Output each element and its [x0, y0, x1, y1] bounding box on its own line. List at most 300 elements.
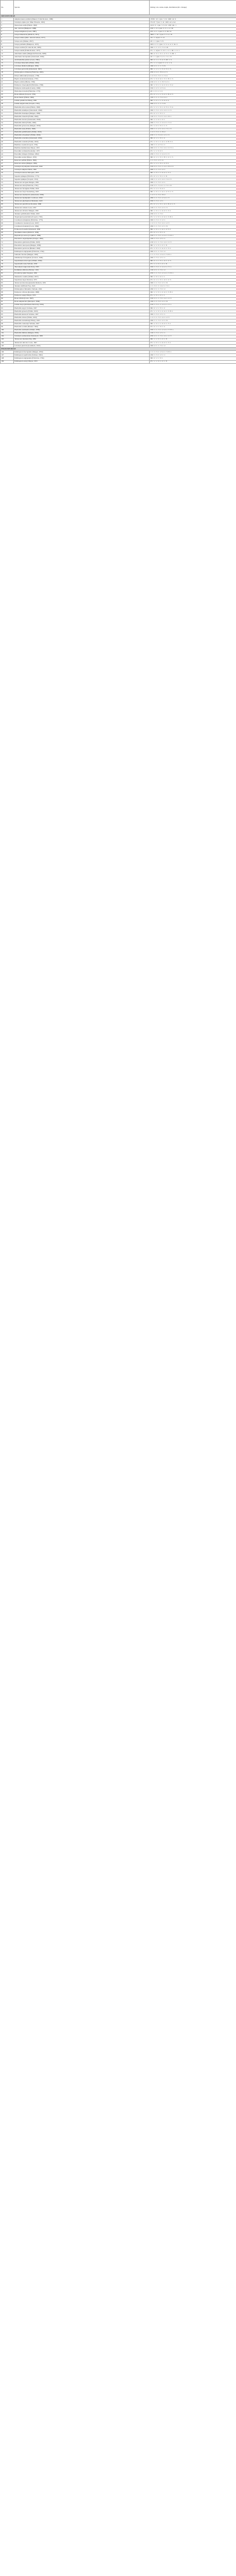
- row-number: 85: [1, 282, 14, 285]
- row-number: 82: [1, 272, 14, 275]
- distribution-data: 271 / 1 / 1 / 3 / 1 / 2 / 4 / 1 / 3 / 8 / 1: [150, 216, 236, 219]
- row-number: 15: [1, 62, 14, 65]
- species-name: Tetanocera ferruginea Fallén, 1820: [14, 188, 150, 191]
- species-name: Sciomyza testacea Macquart, 1835: [14, 172, 150, 175]
- row-number: 98: [1, 323, 14, 326]
- species-name: Renocera pallida (Fallén, 1820): [14, 159, 150, 162]
- row-number: 109: [1, 360, 14, 363]
- species-name: Psacadina vittigera (Schiner, 1862): [14, 153, 150, 156]
- species-name: Pherbellia terminalis (Walker, 1858): [14, 329, 150, 332]
- distribution-data: 300 / 1 / 1 / 3 / 1 / 2 / 4 / 1 / 3 / 8 / 1: [150, 291, 236, 294]
- distribution-data: 300 / 2 / 1 / 1 / 3 / 1: [150, 357, 236, 360]
- distribution-data: 2/10 / 2 / 1 / 1 / 3 / 1 / 4 / 1 / 2 / 3: [150, 241, 236, 244]
- species-name: Colobaea punctata (Lundbeck, 1923): [14, 345, 150, 348]
- species-name: Euthycera chaerophylli (Fabricius, 1798): [14, 84, 150, 87]
- row-number: 69: [1, 231, 14, 234]
- row-number: 18: [1, 71, 14, 74]
- row-number: 41: [1, 144, 14, 147]
- row-number: 35: [1, 125, 14, 128]
- species-name: Sepedon sphegea (Fabricius, 1775): [14, 175, 150, 178]
- row-number: 61: [1, 206, 14, 209]
- row-number: 37: [1, 131, 14, 134]
- species-name: Tetanocera unicolor Loew, 1847: [14, 341, 150, 344]
- species-name: Antichaeta analis (Meigen & Edwards, 1989): [14, 53, 150, 56]
- row-number: 84: [1, 279, 14, 282]
- distribution-data: 2/0 / 1 / 3 / 1 / 1 / 2: [150, 90, 236, 93]
- species-name: Dichetophora obliterata (Fabricius, 1805): [14, 71, 150, 74]
- distribution-data: 3/50 / 1 / 1 / 3 / 1 / 2 / 4 / 1 / 3 / 8 / 1: [150, 329, 236, 332]
- row-number: 14: [1, 59, 14, 62]
- species-name: Pteromicra pectorosa (Hendel, 1902): [14, 247, 150, 250]
- species-name: Euthycera seguyi Mayer, 1953: [14, 294, 150, 297]
- distribution-data: 300 / 2 / 1 / 1 / 3 / 1 / 8 / 1 / 2 / 1 / 3: [150, 156, 236, 159]
- species-name: Pteromicra angustipennis (Staeger, 1845): [14, 238, 150, 241]
- species-name: Hoplodictya setosa (Coquillett, 1898): [14, 234, 150, 238]
- distribution-data: 271 / 1 / 1 / 3 / 1 / 2 / 1 / 8: [150, 263, 236, 266]
- distribution-data: 271 / 2 / 1 / 1 / 3 / 1 / 1: [150, 112, 236, 115]
- distribution-data: 271 / 1 / 3 / 2 / 4 / 1 / 3 / 1 / 8 / 1 / 3: [150, 78, 236, 81]
- distribution-data: 2/90 / 1 / 1 / 3 / 1 / 2 / 1 / 8: [150, 319, 236, 323]
- header-species: Species: [14, 1, 150, 15]
- row-number: 59: [1, 200, 14, 203]
- species-name: Pherbellia rozkosnyi Verbeke, 1967: [14, 323, 150, 326]
- row-number: 108: [1, 357, 14, 360]
- distribution-data: 271 / 2 / 1 / 1 / 1 / 3 / 2 / 1 / 8 / 2 / 3: [150, 93, 236, 96]
- distribution-data: 271 / 1 / 3 / 1 / 1 / 4 / 1 / 2 / 8 / 3 / 1: [150, 140, 236, 143]
- table-header-row: [1, 1, 236, 15]
- species-table: [0, 0, 236, 364]
- species-name: Antichaeta brevipennis (Zetterstedt, 1846): [14, 56, 150, 59]
- distribution-data: 37/4 /8 / 7 (wn / 3 / R / 1200 / ad 1-2 ad: [150, 21, 236, 24]
- distribution-data: 300 / 1 / 3 / 1 / 1 / 4 / 1 / 2 / 3 / 1 / 3: [150, 191, 236, 194]
- distribution-data: 3/00 / 2 / 1 / 1 / 3 / 1 / 2: [150, 250, 236, 253]
- species-name: Pherbellia griseola (Fallén, 1820): [14, 310, 150, 313]
- species-name: Dictya umbrarum (Linnaeus, 1758): [14, 74, 150, 77]
- species-name: Pherbellia knutsoni Verbeke, 1967: [14, 313, 150, 316]
- distribution-data: 300 / 1 / 3 / 1 / 1 / 4 / 2 / 1 / 3 / 1: [150, 323, 236, 326]
- distribution-data: 271 / 1 / 1 / 1 (wn / 3 / 1 / 2 / 1 / 4: [150, 62, 236, 65]
- row-number: 81: [1, 269, 14, 272]
- species-name: Protodictya iphis Steyskal, 1950: [14, 272, 150, 275]
- distribution-data: 2/90 / 1 / 1 / 3 / 1 / 2 / 4 / 1 / 3: [150, 197, 236, 200]
- species-name: Pelidnoptera leptiformis (Schiner, 1862): [14, 354, 150, 357]
- row-number: 54: [1, 184, 14, 188]
- distribution-data: 272/ / 2 / 1 / 1 (en / 3 / 3 / 30 / 13: [150, 30, 236, 33]
- species-name: Sciomyza dryomyzina Zetterstedt, 1846: [14, 165, 150, 168]
- distribution-data: 300 / 1 / 3 / 1 / 1 / 4 / 2 / 1 / 3 / 1: [150, 172, 236, 175]
- row-number: 24: [1, 90, 14, 93]
- row-number: 50: [1, 172, 14, 175]
- distribution-data: 271 / 1 / 2 / 1 / 3 / 1 / 1 / 3: [150, 125, 236, 128]
- species-name: Tetanocera arrogans Meigen, 1830: [14, 181, 150, 184]
- row-number: 25: [1, 93, 14, 96]
- species-name: Pteromicra glabricula (Fallén, 1820): [14, 241, 150, 244]
- row-number: 7: [1, 37, 14, 40]
- distribution-data: 300 / 2 / 1 / 1 / 3 / 1 / 2: [150, 307, 236, 310]
- species-name: Pherbellia ventralis (Fallén, 1820): [14, 140, 150, 143]
- distribution-data: 3/00 / 2 / 1 / 1 / 3 / 1 / 2: [150, 345, 236, 348]
- row-number: 20: [1, 78, 14, 81]
- row-number: 42: [1, 147, 14, 150]
- row-number: 29: [1, 106, 14, 109]
- species-name: Euthycera cribrata (Rondani, 1868): [14, 291, 150, 294]
- species-name: Euthycera stichospila (Czerny, 1909): [14, 87, 150, 90]
- species-name: Neolimnia raiatea (Malloch, 1938): [14, 231, 150, 234]
- distribution-data: 1 / 2 / 1 / 3 / 1 / 1 / 8 / 2: [150, 131, 236, 134]
- row-number: 32: [1, 115, 14, 118]
- distribution-data: 300 / 2 / 3 / 1 / 3 / 1 / 2 / 5 / 1 / 3 / 90 / 1: [150, 53, 236, 56]
- species-name: Pelidnoptera fuscipennis (Meigen, 1830): [14, 351, 150, 354]
- distribution-data: 2/10 / 1 / 3 / 1 / 1 / 4 / 2 / 1 / 3 / 1: [150, 303, 236, 307]
- row-number: 66: [1, 222, 14, 225]
- row-number: 101: [1, 332, 14, 335]
- species-name: Ant. varicata (Hampson, 1988): [14, 27, 150, 30]
- row-number: 4: [1, 27, 14, 30]
- distribution-data: 271 / 2 / 1 / 1 / 3 / 1 / 4 / 1 / 2 / 3: [150, 279, 236, 282]
- species-name: Oidematops ferrugineus (Cresson, 1920): [14, 257, 150, 260]
- row-number: 97: [1, 319, 14, 323]
- row-number: 53: [1, 181, 14, 184]
- species-name: Elgiva cucularia (Linnaeus, 1767): [14, 78, 150, 81]
- row-number: 70: [1, 234, 14, 238]
- species-name: Perilimnia albifacies Becker, 1919: [14, 269, 150, 272]
- species-name: Ectinocera borealis Zetterstedt, 1838: [14, 228, 150, 231]
- row-number: 12: [1, 53, 14, 56]
- row-number: 33: [1, 118, 14, 122]
- distribution-data: 271 / 1 / 1 / 3 / 2 / 1: [150, 150, 236, 153]
- row-number: 86: [1, 285, 14, 288]
- species-name: Sepedomerus macropus (Walker, 1849): [14, 260, 150, 263]
- species-name: Psacadina zernyi (Mayer, 1953): [14, 156, 150, 159]
- species-name: Limnia paludicola Elberg, 1965: [14, 99, 150, 103]
- row-number: 68: [1, 228, 14, 231]
- species-name: Pelidnoptera nigripennis (Fabricius, 1794): [14, 357, 150, 360]
- species-name: Ilione lineata (Fallén, 1820): [14, 96, 150, 99]
- distribution-data: 2/50 / 2 / 1 / 1 / 3 / 1 / 4 / 1 / 2 / 3: [150, 335, 236, 338]
- distribution-data: 131 / 1 / 4 (wn / 3 / 13: [150, 37, 236, 40]
- distribution-data: 1 / 1 / 3 / 1 / 1 / 4 / 2 / 1 / 3 / 1: [150, 285, 236, 288]
- row-number: 21: [1, 81, 14, 84]
- distribution-data: 2/30 / 1 / 0 / 1 (wn / 3 / 3 / 1 / 2 / 30: [150, 27, 236, 30]
- species-name: Colobaea bifasciella (Fallén, 1820): [14, 62, 150, 65]
- row-number: 92: [1, 303, 14, 307]
- distribution-data: 2/10 / 2 / 1 / 1 / 1 / 8 / 3 / 2 / 1: [150, 81, 236, 84]
- header-distribution: Dating, Lab, status, depth, distribution (Rt = Range): [150, 1, 236, 15]
- row-number: 34: [1, 122, 14, 125]
- distribution-data: 170/95 / 10 / 1 (wn / 3 / R / 1600 / ad / 6: [150, 18, 236, 21]
- row-number: 90: [1, 297, 14, 300]
- species-name: Pherbellia obtusa (Fallén, 1820): [14, 316, 150, 319]
- row-number: 94: [1, 310, 14, 313]
- row-number: 11: [1, 49, 14, 53]
- distribution-data: 3/50 / 1 / 2 / 1 / 2 / 3 / 4: [150, 87, 236, 90]
- distribution-data: 300 / 2 / 1 / 1 / 3 / 4 / 3 / 20 / 1 / 2: [150, 59, 236, 62]
- row-number: 88: [1, 291, 14, 294]
- row-number: 17: [1, 68, 14, 71]
- row-number: 63: [1, 213, 14, 216]
- distribution-data: 271 / 1 / 1 / 1 / 3 / 1 / 2 / 3 / 1 / 3 / 4: [150, 106, 236, 109]
- species-name: Pherbellia argyra Verbeke, 1967: [14, 307, 150, 310]
- species-name: Limnia unguicornis (Scopoli, 1763): [14, 103, 150, 106]
- row-number: 96: [1, 316, 14, 319]
- distribution-data: 3/50 / 1 / 3 / 1 / 2 / 1: [150, 200, 236, 203]
- species-name: Sciomyza alpina (Al. Mike Edwards, 1991): [14, 21, 150, 24]
- species-name: Dichetophora finlandica Verbeke, 1964: [14, 288, 150, 291]
- species-name: Sciomyza simplex Fallén, 1820: [14, 168, 150, 172]
- species-name: Pelidnoptera zernyi Mayer, 1953: [14, 360, 150, 363]
- distribution-data: 1/50 / 1 / 1 / 3 / 1 / 2 / 1 / 8: [150, 300, 236, 303]
- distribution-data: 2/90 / 1 / 3 / 1 / 2 / 1 / 1: [150, 257, 236, 260]
- distribution-data: 300 / 1 / 2 / 1 / 1 / 3 / 4 / 2 / 2: [150, 99, 236, 103]
- distribution-data: 3/50 / 1 / 1 / 2 / 1 / 4 / 1 / 3 / 1 / 3: [150, 128, 236, 131]
- distribution-data: 271 / 1 / 4 (wn / 3 / 13 / 1 / 2 / 1 / 90 / 1 / 3 / 1: [150, 49, 236, 53]
- species-name: Pherbina coryleti (Scopoli, 1763): [14, 144, 150, 147]
- species-name: Pherbellia sordida (Hendel, 1902): [14, 326, 150, 329]
- species-name: Sciomyza sexmaculata Zetterstedt, 1838: [14, 335, 150, 338]
- distribution-data: 271 / 1 / 1 / 1 / 3 / 1 / 2 / 3 / 1: [150, 162, 236, 165]
- distribution-data: 271 / 2 / 1 / 1 / 3 / 1 / 2: [150, 231, 236, 234]
- distribution-data: 300 / 2 / 1 / 1 / 3 / 1 / 4 / 1 / 2 / 3: [150, 260, 236, 263]
- row-number: 13: [1, 56, 14, 59]
- row-number: 38: [1, 134, 14, 137]
- distribution-data: 300 / 2 / 1 / 1 / 3 / 1 / 2: [150, 137, 236, 140]
- distribution-data: 271 / 1 / 1 / 3 / 1 / 2 / 4 / 1 / 3 / 8 / 1: [150, 310, 236, 313]
- distribution-data: 1 / 2 / 1 / 1 / 3 / 1 / 4 / 1 / 2 / 3: [150, 316, 236, 319]
- row-number: 26: [1, 96, 14, 99]
- row-number: 10: [1, 46, 14, 49]
- species-name: Pherbellia albocostata (Fallén, 1820): [14, 106, 150, 109]
- species-name: Shannonia costalis (Walker, 1837): [14, 275, 150, 278]
- species-name: Elgiva solicita (Harris, 1780): [14, 81, 150, 84]
- distribution-data: 1/90 / 1 / 1 / 2 / 3 / 1 / 1: [150, 144, 236, 147]
- distribution-data: 1/10 / 1 / 1 / 3 / 1 / 2 / 1 / 3: [150, 206, 236, 209]
- distribution-data: 3/00 / 1 / 3 / 1 / 2 / 1 / 4 / 1 / 1 / 3: [150, 109, 236, 112]
- row-number: 28: [1, 103, 14, 106]
- distribution-data: 3/90 / 1 / 1 / 2 / 1 / 3 / 2 / 45: [150, 46, 236, 49]
- species-name: Pherbellia nana (Fallén, 1820): [14, 128, 150, 131]
- species-name: Sepedonella nana Verbeke, 1950: [14, 263, 150, 266]
- species-name: Tetanura pallidiventris Fallén, 1820: [14, 213, 150, 216]
- table-body: [1, 15, 236, 363]
- family-label: PHAEOMYIIDAE: [1, 348, 236, 351]
- distribution-data: 271 / 2 / 1 / 1 / 3 / 1 / 1 / 8: [150, 175, 236, 178]
- species-name: Sepedon spinipes (Scopoli, 1763): [14, 178, 150, 181]
- row-number: 78: [1, 260, 14, 263]
- row-number: 83: [1, 275, 14, 278]
- row-number: 72: [1, 241, 14, 244]
- distribution-data: 2/90 / 1 / 3 / 1 / 2 / 1 / 1: [150, 354, 236, 357]
- distribution-data: 3/10 / 2 / 1 / 3 / 1 / 1 / 4 / 1 / 8 / 2 / 3: [150, 165, 236, 168]
- row-number: 40: [1, 140, 14, 143]
- row-number: 5: [1, 30, 14, 33]
- row-number: 36: [1, 128, 14, 131]
- row-number: 44: [1, 153, 14, 156]
- species-name: Pherbellia scutellata (Zetterstedt, 1846): [14, 137, 150, 140]
- row-number: 93: [1, 307, 14, 310]
- row-number: 91: [1, 300, 14, 303]
- row-number: 107: [1, 354, 14, 357]
- distribution-data: 2/90 / 2 / 1 / 1 / 1 / 3 / 8: [150, 103, 236, 106]
- species-name: Pherbellia cinerella (Fallén, 1820): [14, 115, 150, 118]
- distribution-data: 1/90 / 2 / 1 / 1 / 1 / 3 / 8: [150, 65, 236, 68]
- species-name: Pherbellia stackelbergi Elberg, 1965: [14, 319, 150, 323]
- row-number: 8: [1, 40, 14, 43]
- row-number: 45: [1, 156, 14, 159]
- distribution-data: 2/0 / 1 / 1 (wn / 3 / 2 / 1 / 3 / 1 / 8: [150, 56, 236, 59]
- species-name: Atrichomelina pubera (Loew, 1862): [14, 59, 150, 62]
- distribution-data: 1 / 1 / 1 / 3 / 1 / 2 / 4 / 1 / 3 / 8 / 1: [150, 351, 236, 354]
- row-number: 49: [1, 168, 14, 172]
- row-number: 65: [1, 219, 14, 222]
- distribution-data: 2/90 / 2 / 1 / 1 / 3 / 1 / 2: [150, 288, 236, 291]
- species-name: Colobaea pectoralis (Zetterstedt, 1847): [14, 68, 150, 71]
- row-number: 99: [1, 326, 14, 329]
- distribution-data: 3/10 / 2 / 1 / 1 / 3 / 1 / 4 / 1 / 2 / 3: [150, 297, 236, 300]
- species-name: Hydromya dorsalis (Fabricius, 1775): [14, 90, 150, 93]
- species-name: Sciopa fuliginosa (Loew, 1887): [14, 30, 150, 33]
- row-number: 3: [1, 24, 14, 27]
- distribution-data: 3600 / 1 / 10 / 1 (wn / 3 / 3 / 4 / 16: [150, 33, 236, 37]
- row-number: 74: [1, 247, 14, 250]
- row-number: 76: [1, 253, 14, 257]
- distribution-data: 1 / 2 / 3 / 1 / 3 / 1 / 1 / 3 / 4: [150, 74, 236, 77]
- row-number: 47: [1, 162, 14, 165]
- species-name: Pherbellia dubia (Fallén, 1820): [14, 122, 150, 125]
- distribution-data: 300 / 1 / 1 / 3 / 1 / 2 / 1 / 8: [150, 338, 236, 341]
- row-number: 80: [1, 266, 14, 269]
- species-name: Sciopa radiosa (Mac. Alex & Gibson, 1977): [14, 37, 150, 40]
- row-number: 56: [1, 191, 14, 194]
- row-number: 52: [1, 178, 14, 181]
- family-label: DRYOMYZIDAE: [1, 15, 236, 18]
- species-name: Coremacera catenata (Loew, 1847): [14, 222, 150, 225]
- distribution-data: 300 / 1 / 3 / 1 / 1 / 4 / 2 / 2 / 1 / 3 / 2: [150, 84, 236, 87]
- distribution-data: 300 / 1 / 1 / 3 / 1 / 2 / 1 / 8: [150, 244, 236, 247]
- distribution-data: 271 / 2 / 1 / 1 / 3 / 1 / 4 / 1 / 8 / 2 / 1 / 3: [150, 203, 236, 206]
- species-name: Pherbellia schoenherri (Fallén, 1826): [14, 134, 150, 137]
- species-name: Sciopa sordida (W. Alex & alis, 1983): [14, 46, 150, 49]
- species-name: Tetanoceroides mesopleuralis Malloch, 1933: [14, 282, 150, 285]
- species-name: Tetanocera phyllophora Melander, 1920: [14, 200, 150, 203]
- row-number: 43: [1, 150, 14, 153]
- row-number: 2: [1, 21, 14, 24]
- row-number: 89: [1, 294, 14, 297]
- species-name: Ilione trifaria (Loew, 1847): [14, 297, 150, 300]
- species-name: Tetanocera hyalipennis von Roser, 1840: [14, 197, 150, 200]
- row-number: 39: [1, 137, 14, 140]
- distribution-data: 2/90 / 1 / 1 / 3 / 1 / 2 / 1: [150, 168, 236, 172]
- distribution-data: 1/10 / 1 / 3 / 1 / 2 / 1 / 1: [150, 332, 236, 335]
- distribution-data: 300 / 1 / 3 / 1 / 1 / 4 / 1 / 2 / 3 / 1: [150, 228, 236, 231]
- distribution-data: 2/50 / 1 / 1 / 3 / 1 / 2 / 4 / 1 / 3 / 8 / 1: [150, 272, 236, 275]
- row-number: 55: [1, 188, 14, 191]
- species-name: Tetanocera elata (Fabricius, 1781): [14, 184, 150, 188]
- row-number: 67: [1, 225, 14, 228]
- row-number: 16: [1, 65, 14, 68]
- species-name: Tetanura latifibula Frey, 1924: [14, 285, 150, 288]
- row-number: 46: [1, 159, 14, 162]
- distribution-data: 3/00 / 1 / 1 / 3 / 1 / 2 / 1 / 8: [150, 282, 236, 285]
- distribution-data: 300 / 1 / 3 / 1 / 1 / 4 / 2 / 1 / 3 / 1: [150, 210, 236, 213]
- distribution-data: 271 / 1 / 1 / 3 / 1 / 2 / 1 / 8: [150, 360, 236, 363]
- row-number: 62: [1, 210, 14, 213]
- row-number: 51: [1, 175, 14, 178]
- distribution-data: 1/50 / 1 / 1 / 1 / 3 / 2 / 4 / 1: [150, 96, 236, 99]
- species-name: Sepedonea lagoa Knutson, 1973: [14, 279, 150, 282]
- row-number: 23: [1, 87, 14, 90]
- species-name: Sciopa pulchella (Hampson, 1975): [14, 43, 150, 46]
- row-number: 30: [1, 109, 14, 112]
- distribution-data: 300 / 1 / 1 / 1 / 1 / 3 / 2 / 3 / 1 / 3: [150, 68, 236, 71]
- species-name: Neuroctena anilis (Fallén, 1820): [14, 24, 150, 27]
- row-number: 64: [1, 216, 14, 219]
- distribution-data: 1/50 / 1 / 3 / 1 / 2 / 1 / 1: [150, 238, 236, 241]
- row-number: 100: [1, 329, 14, 332]
- row-number: 6: [1, 33, 14, 37]
- row-number: 77: [1, 257, 14, 260]
- species-name: Tetanocera robusta Loew, 1847: [14, 206, 150, 209]
- distribution-data: 2/90 / 1 / 3 / 1 / 1 / 4 / 2 / 1 / 3 / 2: [150, 122, 236, 125]
- distribution-data: 2/50 / 2 / 4 / 1 / 8 / 4 / 2 / 3: [150, 71, 236, 74]
- species-name: Pelidnoptera nigripennis (Fabricius, 1794): [14, 250, 150, 253]
- distribution-data: 3/00 / 2 / 1 / 1 / 3 / 1 / 4 / 1 / 2 / 3 / 1: [150, 147, 236, 150]
- distribution-data: 1 / 2 / 1 / 1 / 3 / 1 / 4 / 1 / 2 / 3: [150, 222, 236, 225]
- row-number: 19: [1, 74, 14, 77]
- species-name: Sciopa bimaculata (Malloch, 1951): [14, 33, 150, 37]
- species-name: Salticella fasciata (Meigen, 1830): [14, 253, 150, 257]
- species-name: Pteromicra leucopeza (Meigen, 1838): [14, 244, 150, 247]
- header-no: No.: [1, 1, 14, 15]
- row-number: 75: [1, 250, 14, 253]
- species-name: Tetanocera punctifrons Rondani, 1868: [14, 203, 150, 206]
- species-name: Pherbellia brunnipes (Meigen, 1838): [14, 112, 150, 115]
- row-number: 104: [1, 341, 14, 344]
- distribution-data: 3/00 / 1 / 3 / 1 / 2 / 1 / 1: [150, 313, 236, 316]
- species-name: Amphoroneura euribela (Diptera: Schell & Alex, 1980): [14, 18, 150, 21]
- species-name: Pherbina mediterranea Mayer, 1953: [14, 147, 150, 150]
- distribution-data: 271 / 1 / 1 / 1 / 3 / 2 / 1: [150, 188, 236, 191]
- species-name: Ilione unipunctata (Macquart, 1849): [14, 300, 150, 303]
- distribution-data: 212/2 / 0 / 1 (en / 3 / 6 / R / 1350 / Alt / 1: [150, 24, 236, 27]
- distribution-data: 2/50 / 2 / 1 / 1 / 3 / 1: [150, 213, 236, 216]
- row-number: 9: [1, 43, 14, 46]
- distribution-data: 1 / 1 / 1 / 3 / 1 / 2 / 4 / 1 / 3 / 8 / 1: [150, 253, 236, 257]
- species-name: Pherbellia limbata (Meigen, 1830): [14, 332, 150, 335]
- distribution-data: 1 / 1 / 3 / 1 / 2 / 1 / 4: [150, 159, 236, 162]
- species-name: Trypetoptera punctulata (Scopoli, 1763): [14, 216, 150, 219]
- species-name: Sciopa tenella (Fallén & Alex, 1977): [14, 49, 150, 53]
- row-number: 73: [1, 244, 14, 247]
- distribution-data: 3/00 / 1 / 1 / 3 / 1 / 2 / 1: [150, 181, 236, 184]
- distribution-data: 1/10 / 2 / 1 / 1 / 3 / 1 / 2: [150, 269, 236, 272]
- distribution-data: 271 / 1 / 3 / 1 / 1 / 4 / 2 / 1 / 3 / 1: [150, 341, 236, 344]
- distribution-data: 2/10 / 1 / 1 / 3 / 4 / 1 / 2 / 1 / 3: [150, 134, 236, 137]
- distribution-data: 2/10 / 2 / 1 / 3 / 4 / 1 / 1 / 3 / 1 / 8: [150, 184, 236, 188]
- species-name: Tetanocera fuscinervis (Zetterstedt, 1838): [14, 194, 150, 197]
- distribution-data: 3/10 / 1 / 1 / 3 / 1 / 2 / 4 / 1 / 3 / 8 / 1: [150, 234, 236, 238]
- species-name: Tetanocera silvatica Meigen, 1830: [14, 210, 150, 213]
- distribution-data: 2025 / 2 / 3 / 1 (wn / 3 / 3 / 4 / 4 / 3 / 34 / 3: [150, 43, 236, 46]
- row-number: 48: [1, 165, 14, 168]
- distribution-data: 300 / 1 / 3 / 1 / 2 / 1 / 1: [150, 275, 236, 278]
- species-name: Coremacera halensis (Loew, 1864): [14, 225, 150, 228]
- distribution-data: 1/50 / 1 / 1 / 2 / 1 / 4 / 1 / 3 / 2 / 3: [150, 178, 236, 181]
- row-number: 87: [1, 288, 14, 291]
- species-name: Pherbellia grisescens (Meigen, 1830): [14, 125, 150, 128]
- row-number: 31: [1, 112, 14, 115]
- row-number: 22: [1, 84, 14, 87]
- row-number: 27: [1, 99, 14, 103]
